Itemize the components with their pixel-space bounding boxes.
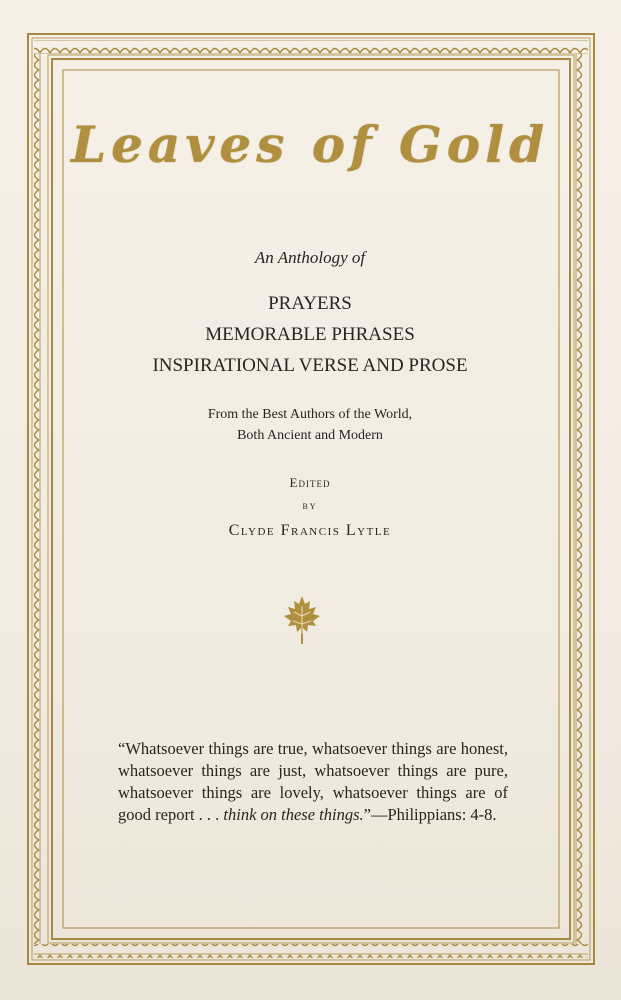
topic-prayers: PRAYERS — [268, 293, 352, 314]
topic-inspirational-verse: INSPIRATIONAL VERSE AND PROSE — [152, 355, 468, 376]
book-title: Leaves of Gold — [70, 115, 550, 174]
maple-leaf-icon — [282, 594, 322, 646]
quote-italic-text: think on these things. — [223, 805, 364, 824]
scripture-quote — [118, 738, 508, 826]
edited-label: Edited — [289, 475, 331, 490]
book-subtitle: An Anthology of — [254, 248, 366, 267]
title-page — [70, 70, 550, 930]
source-line-1: From the Best Authors of the World, — [207, 407, 413, 422]
source-line-2: Both Ancient and Modern — [237, 428, 383, 443]
topics-list — [70, 288, 550, 381]
quote-attribution: ”—Philippians: 4-8. — [363, 805, 497, 824]
quote-text: “Whatsoever things are true, whatsoever things are honest, whatsoever things are just, whatsoever things are pure, whatsoever things are lovely, whatsoever things are of good report . . . — [118, 739, 508, 824]
source-description — [70, 404, 550, 446]
editor-name: Clyde Francis Lytle — [228, 522, 392, 539]
by-label: by — [302, 500, 318, 512]
topic-memorable-phrases: MEMORABLE PHRASES — [205, 324, 415, 345]
